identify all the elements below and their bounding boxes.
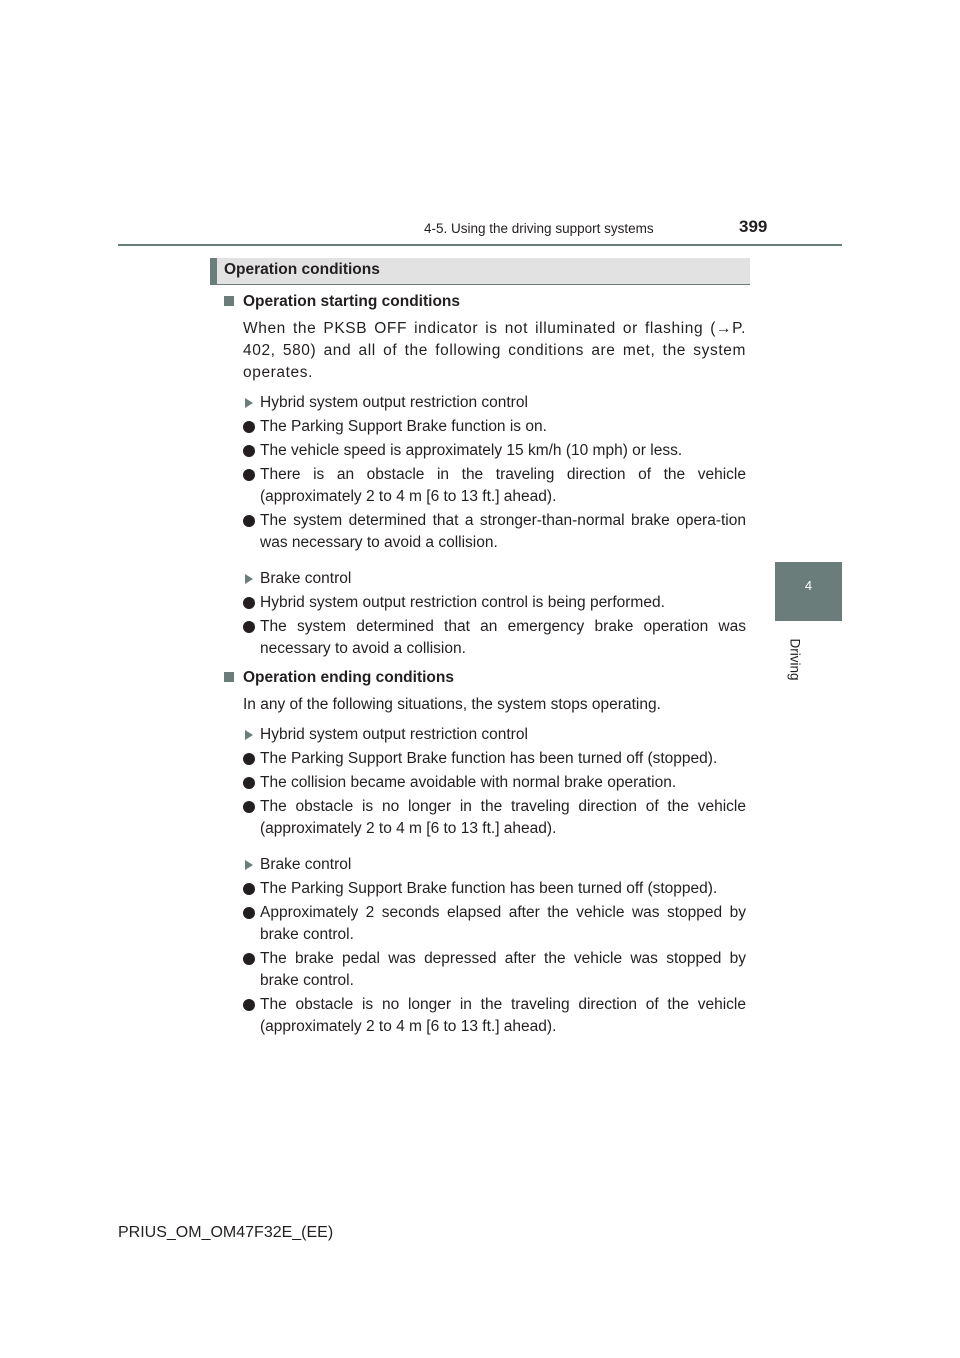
list-item-text: The Parking Support Brake function is on. [260,418,547,435]
list-item-text: The vehicle speed is approximately 15 km/h (10 mph) or less. [260,442,683,459]
bullet-dot-icon [243,515,255,527]
subheading-label: Operation ending conditions [243,669,454,686]
square-bullet-icon [224,672,234,682]
list-item [224,592,746,614]
subheading-label: Operation starting conditions [243,293,461,310]
list-item-text: The brake pedal was depressed after the vehicle was stopped by brake control. [260,950,746,989]
list-item [224,464,746,508]
triangle-bullet-icon [245,860,253,870]
section-title: 4-5. Using the driving support systems [424,221,654,236]
bullet-dot-icon [243,953,255,965]
list-item [224,948,746,992]
list-item [224,902,746,946]
list-item [224,796,746,840]
bullet-dot-icon [243,777,255,789]
bullet-dot-icon [243,621,255,633]
list-item-text: The collision became avoidable with normal brake operation. [260,774,677,791]
bullet-dot-icon [243,421,255,433]
section-heading-label: Operation conditions [224,261,380,278]
bullet-dot-icon [243,753,255,765]
group-heading [224,854,746,876]
section-heading [210,258,750,285]
list-item [224,416,746,438]
subheading-ending [224,666,746,690]
bullet-dot-icon [243,469,255,481]
list-item-text: The system determined that a stronger-than-normal brake opera-tion was necessary to avoid a collision. [260,512,746,551]
group-label: Hybrid system output restriction control [260,394,528,411]
triangle-bullet-icon [245,574,253,584]
page-number: 399 [739,217,768,236]
group-label: Hybrid system output restriction control [260,726,528,743]
list-item-text: The obstacle is no longer in the traveling direction of the vehicle (approximately 2 to 4 m [6 to 13 ft.] ahead). [260,996,746,1035]
bullet-dot-icon [243,999,255,1011]
chapter-label: Driving [787,638,803,681]
starting-intro: When the PKSB OFF indicator is not illuminated or flashing (→P. 402, 580) and all of the following conditions are met, the system operates. [243,320,746,381]
list-item-text: Hybrid system output restriction control is being performed. [260,594,665,611]
list-item [224,748,746,770]
subheading-starting [224,290,746,314]
square-bullet-icon [224,296,234,306]
ending-intro: In any of the following situations, the system stops operating. [243,696,661,713]
bullet-dot-icon [243,883,255,895]
chapter-number: 4 [804,578,813,593]
bullet-dot-icon [243,801,255,813]
triangle-bullet-icon [245,398,253,408]
document-code: PRIUS_OM_OM47F32E_(EE) [118,1224,334,1241]
list-item [224,510,746,554]
bullet-dot-icon [243,907,255,919]
list-item [224,772,746,794]
list-item-text: The Parking Support Brake function has been turned off (stopped). [260,880,718,897]
list-item-text: The Parking Support Brake function has been turned off (stopped). [260,750,718,767]
heading-accent [210,258,217,284]
list-item-text: The system determined that an emergency brake operation was necessary to avoid a collision. [260,618,746,657]
group-heading [224,392,746,414]
group-heading [224,568,746,590]
header-rule [118,244,842,246]
triangle-bullet-icon [245,730,253,740]
list-item [224,994,746,1038]
list-item [224,616,746,660]
group-label: Brake control [260,856,352,873]
body-content [224,288,746,1038]
list-item [224,440,746,462]
list-item-text: Approximately 2 seconds elapsed after the vehicle was stopped by brake control. [260,904,746,943]
group-label: Brake control [260,570,352,587]
list-item [224,878,746,900]
group-heading [224,724,746,746]
bullet-dot-icon [243,597,255,609]
list-item-text: There is an obstacle in the traveling direction of the vehicle (approximately 2 to 4 m [6 to 13 ft.] ahead). [260,466,746,505]
list-item-text: The obstacle is no longer in the traveling direction of the vehicle (approximately 2 to 4 m [6 to 13 ft.] ahead). [260,798,746,837]
bullet-dot-icon [243,445,255,457]
